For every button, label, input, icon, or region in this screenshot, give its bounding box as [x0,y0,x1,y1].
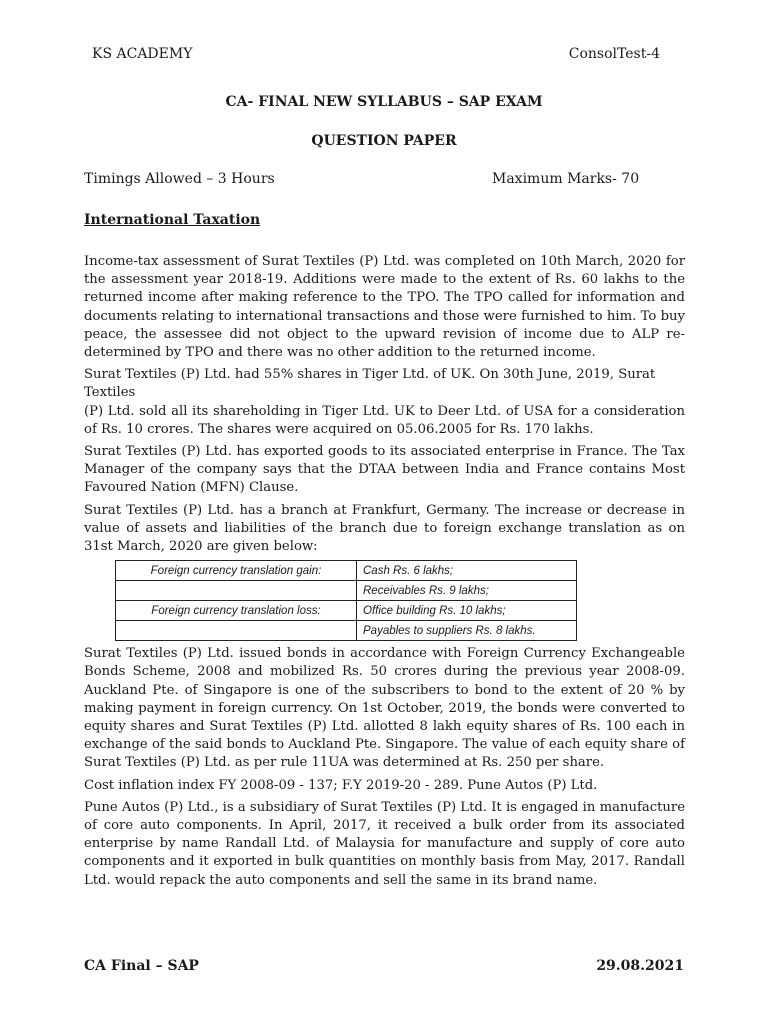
exam-title: CA- FINAL NEW SYLLABUS – SAP EXAM [225,94,543,110]
paragraph-assessment: Income-tax assessment of Surat Textiles (P) Ltd. was completed on 10th March, 2020 for the assessment year 2018-19. Additions were made to the extent of Rs. 60 lakhs to the returned income after making reference to the TPO. The TPO called for information and documents relating to international transactions and those were furnished to him. To buy peace, the assessee did not object to the upward revision of income due to ALP re-determined by TPO and there was no other addition to the returned income. [84,254,685,361]
table-cell-value: Payables to suppliers Rs. 8 lakhs. [357,621,577,641]
paragraph-bonds: Surat Textiles (P) Ltd. issued bonds in accordance with Foreign Currency Exchangeable Bonds Scheme, 2008 and mobilized Rs. 50 crores during the previous year 2008-09. Auckland Pte. of Singapore is one of the subscribers to bond to the extent of 20 % by making payment in foreign currency. On 1st October, 2019, the bonds were converted to equity shares and Surat Textiles (P) Ltd. allotted 8 lakh equity shares of Rs. 100 each in exchange of the said bonds to Auckland Pte. Singapore. The value of each equity share of Surat Textiles (P) Ltd. as per rule 11UA was determined at Rs. 250 per share. [84,646,685,771]
table-row [116,561,577,581]
table-cell-value: Receivables Rs. 9 lakhs; [357,581,577,601]
translation-table [115,560,577,641]
header-test-code: ConsolTest-4 [568,46,660,62]
table-cell-value: Cash Rs. 6 lakhs; [357,561,577,581]
paragraph-pune-autos: Pune Autos (P) Ltd., is a subsidiary of Surat Textiles (P) Ltd. It is engaged in manufacture of core auto components. In April, 2017, it received a bulk order from its associated enterprise by name Randall Ltd. of Malaysia for manufacture and supply of core auto components and it exported in bulk quantities on monthly basis from May, 2017. Randall Ltd. would repack the auto components and sell the same in its brand name. [84,799,685,888]
table-row [116,581,577,601]
paragraph-shares-a: Surat Textiles (P) Ltd. had 55% shares in Tiger Ltd. of UK. On 30th June, 2019, Surat Textiles [84,367,656,401]
header-academy: KS ACADEMY [92,46,193,62]
paragraph-branch: Surat Textiles (P) Ltd. has a branch at Frankfurt, Germany. The increase or decrease in value of assets and liabilities of the branch due to foreign exchange translation as on 31st March, 2020 are given below: [84,502,685,555]
timings-allowed: Timings Allowed – 3 Hours [84,171,275,187]
table-cell-value: Office building Rs. 10 lakhs; [357,601,577,621]
paragraph-shares-b: (P) Ltd. sold all its shareholding in Tiger Ltd. UK to Deer Ltd. of USA for a consideration of Rs. 10 crores. The shares were acquired on 05.06.2005 for Rs. 170 lakhs. [84,403,685,437]
paragraph-export: Surat Textiles (P) Ltd. has exported goods to its associated enterprise in France. The Tax Manager of the company says that the DTAA between India and France contains Most Favoured Nation (MFN) Clause. [84,444,685,496]
footer-date: 29.08.2021 [596,958,684,974]
table-cell-label: Foreign currency translation loss: [116,601,357,621]
table-row [116,621,577,641]
table-cell-label: Foreign currency translation gain: [116,561,357,581]
table-cell-label [116,581,357,601]
table-cell-label [116,621,357,641]
table-row [116,601,577,621]
paragraph-cost-inflation: Cost inflation index FY 2008-09 - 137; F.Y 2019-20 - 289. Pune Autos (P) Ltd. [84,777,598,793]
question-body [84,253,685,894]
paper-title: QUESTION PAPER [311,133,457,149]
footer-course: CA Final – SAP [84,958,199,974]
section-heading: International Taxation [84,212,261,228]
maximum-marks: Maximum Marks- 70 [492,171,640,187]
